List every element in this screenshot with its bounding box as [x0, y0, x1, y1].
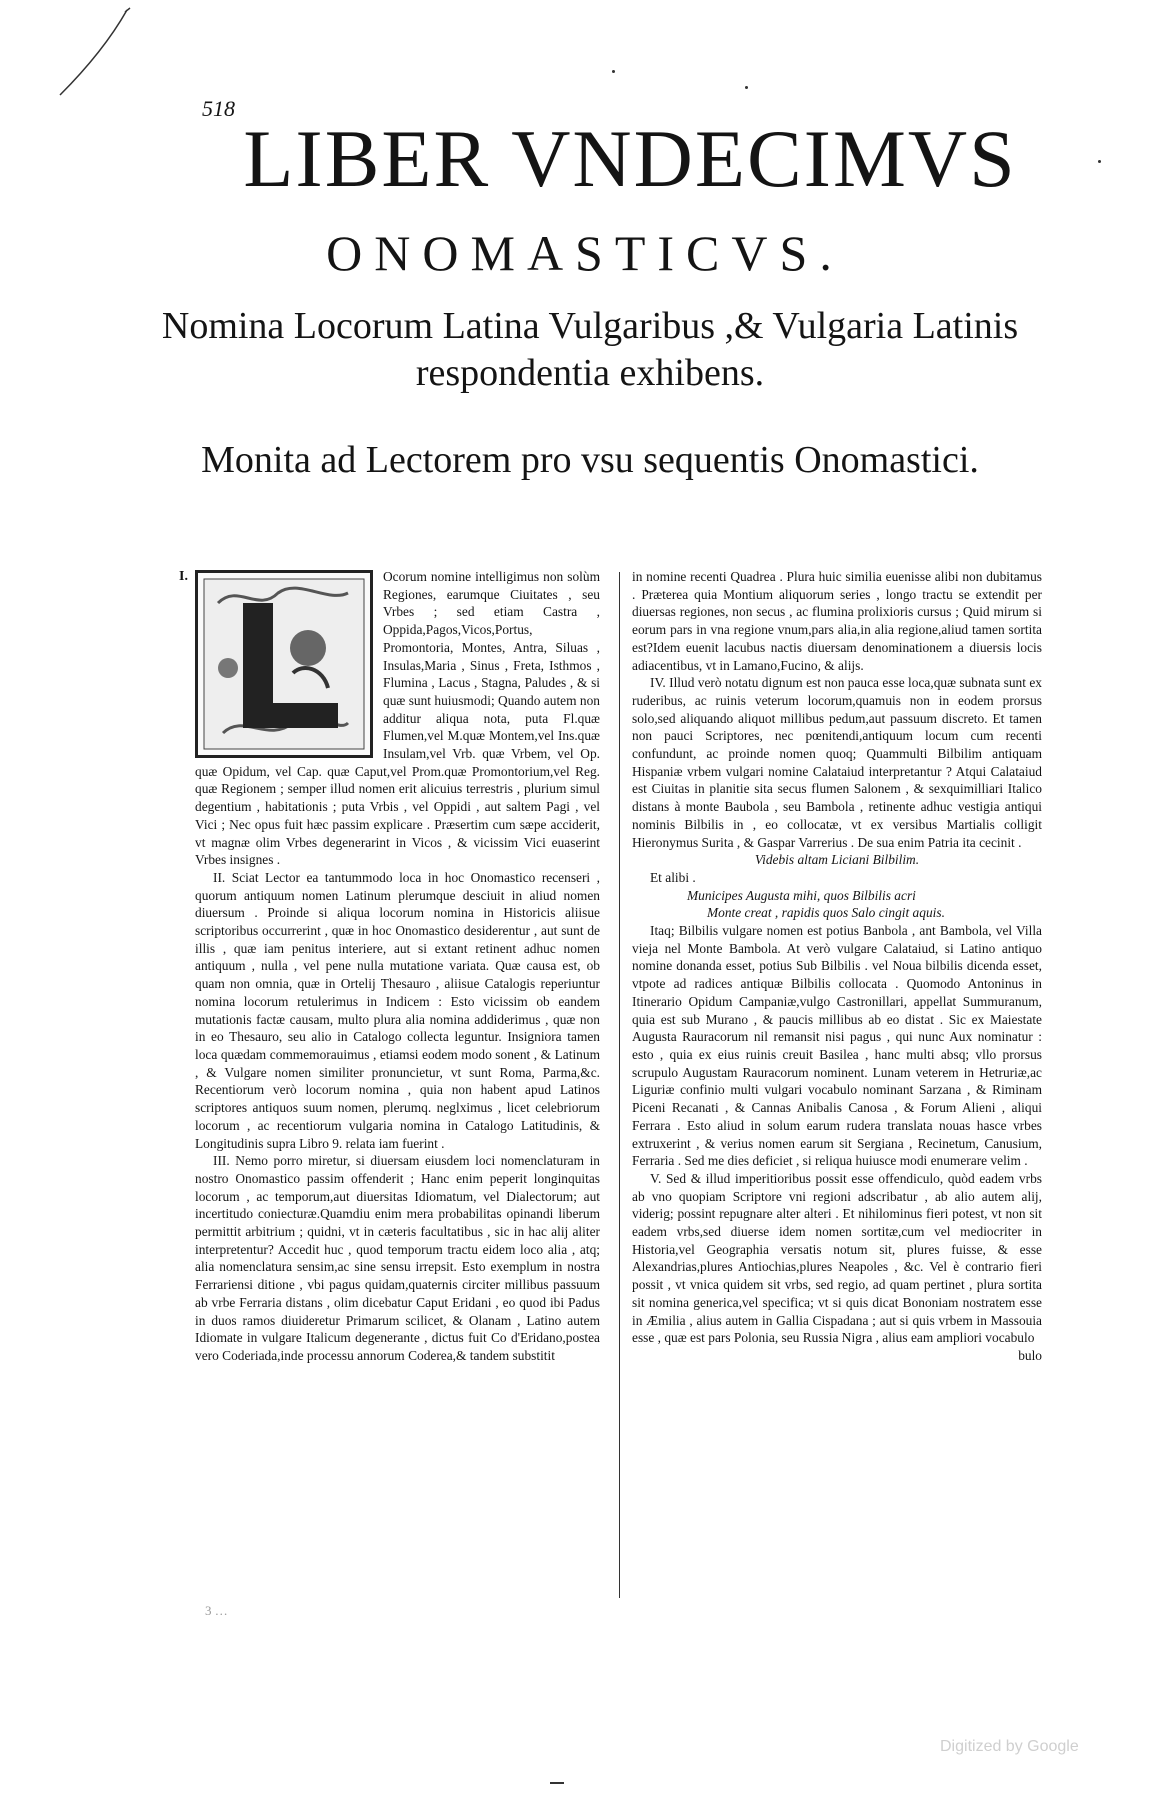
bottom-mark	[550, 1782, 564, 1784]
speck	[745, 86, 748, 89]
paragraph: Ocorum nomine intelligimus non solùm Regiones, earumque Ciuitates , seu Vrbes ; sed etiam Castra , Oppida,Pagos,Vicos,Portus, Promontoria, Montes, Antra, Siluas , Insulas,Maria , Sinus , Freta, Isthmos , Flumina , Lacus , Stagna, Paludes , & si quæ sunt huiusmodi; Quando autem non additur aliqua nota, puta Fl.quæ Flumen,vel M.quæ Montem,vel Ins.quæ Insulam,vel Vrb. quæ Vrbem, vel Op. quæ Opidum, vel Cap. quæ Caput,vel Prom.quæ Promontorium,vel Reg. quæ Regionem ; semper illud nomen erit alicuius terrestris , plurium simul degentium , habitationis ; puta Vrbis , vel Oppidi , aut saltem Pagi , vel Vici ; Nec opus fuit hæc passim explicare . Præsertim cum sæpe acciderit, vt magnæ olim Vrbes degenerarint in Vicos , & vicissim Vici euaserint Vrbes insignes .	[195, 569, 600, 868]
paragraph: in nomine recenti Quadrea . Plura huic similia euenisse alibi non dubitamus . Præterea quia Montium aliquorum series , longo tractu se extendit per diuersas regiones, non secus , ac flumina prolixioris cursus ; Quid mirum si eorum pars in vna regione vnum,pars alia,in alia regione,aliud tamen sortita est?Idem euenit lacubus nactis diuersam denominationem a diuersis locis adiacentibus, vt in Lamano,Fucino, & alijs.	[632, 569, 1042, 673]
right-column	[632, 568, 1042, 1365]
left-column	[179, 568, 600, 1365]
paragraph: V. Sed & illud imperitioribus possit esse offendiculo, quòd eadem vrbs ab vno quopiam Scriptore vni regioni adscribatur , ab alio autem alij, viderig; possint repugnare alter alteri . Et nihilominus fieri potest, vt non sit eadem vrbs,sed diuerse idem nomen sortitæ,cum vel mediocriter in Historia,vel Geographia versatis notum sit, plures fuisse, & esse Alexandrias,plures Antiochias,plures Neapoles , &c. Vel è contrario fieri possit , vt vnica quidem sit vrbs, sed regio, ad quam pertinet , plura sortita sit nomina generica,vel specifica; vt si quis dicat Bononiam nostratem esse in Æmilia , alius autem in Gallia Cispadana ; aut si quis vrbem in Massouia esse , quæ est pars Polonia, seu Russia Nigra , alius eam ampliori vocabulo	[632, 1170, 1042, 1346]
verse-quote: Municipes Augusta mihi, quos Bilbilis acri	[687, 887, 916, 903]
paragraph: Itaq; Bilbilis vulgare nomen est potius Banbola , ant Bambola, vel Villa vieja nel Monte Bambola. At verò vulgare Calataiud, si Latino antiquo nomine donanda esset, potius Sub Bilbilis . vel Noua bilbilis dicenda esset, vtpote ad radices antiquæ Bilbilis collocata . Quomodo Antoninus in Itinerario Opidum Campaniæ,vulgo Castronillari, appellat Summuranum, quia est sub Murano , & paucis millibus ab eo distat . Sic ex Maiestate Augusta Rauracorum nil remansit nisi pagus , qui nunc Aux nominatur : esto , quia ex eius ruinis creuit Basilea , hanc multi absq; vllo prorsus scrupulo Augustam Rauracorum nominent. Lunam veterem in Hetruriæ,ac Liguriæ confinio multi vulgari vocabulo nominant Sarzana , & Riminam Piceni Recanati , & Cannas Anibalis Canosa , & Forum Alieni , aliqui Ferrara . Esto aliud in solum earum rudera translata nouas hasce vrbes extruxerint , & verius nomen earum sit Sergiana , Recinetum, Canusium, Ferraria . Sed me dies deficiet , si reliqua huiusce modi enumerare velim .	[632, 923, 1042, 1169]
monita-heading: Monita ad Lectorem pro vsu sequentis Onomastici.	[201, 439, 979, 481]
column-divider	[619, 572, 620, 1598]
ink-stroke-mark	[55, 0, 165, 110]
paragraph: III. Nemo porro miretur, si diuersam eiusdem loci nomenclaturam in nostro Onomastico passim offenderit ; Hanc enim peperit longinquitas locorum , ac temporum,aut diuersitas Idiomatum, vel Dialectorum; aut incertitudo coniecturæ.Quamdiu enim mera probabilitas opinandi liberum permittit arbitrium ; quidni, vt in cæteris facultatibus , sic in hac alij aliter interpretentur? Accedit huc , quod temporum tractu eidem loco alia , atq; alia nomenclatura sensim,ac sine sensu irrepsit. Esto exemplum in nostra Ferrariensi ditione , vbi pagus quidam,quaternis circiter millibus passuum ab vrbe Ferraria distans , olim dicebatur Caput Eridani , eo quod ibi Padus in duos ramos diuideretur Primarum scilicet, & Olanam , Latino autem Idiomate in vulgare Italicum degenerante , dictus fuit Co d'Eridano,postea vero Coderiada,inde processu annorum Coderea,& tandem substitit	[195, 1153, 600, 1363]
page-number: 518	[202, 96, 235, 121]
verse-quote: Videbis altam Liciani Bilbilim.	[754, 852, 920, 868]
decorated-initial-l-icon	[195, 570, 373, 758]
paragraph-marker: I.	[179, 569, 188, 584]
digitization-watermark: Digitized by Google	[940, 1738, 1079, 1755]
paragraph: II. Sciat Lector ea tantummodo loca in hoc Onomastico recenseri , quorum antiquum nomen Latinum plerumque desciuit in aliud nomen diuersum . Proinde si aliqua locorum nomina in Historicis aliisue scriptoribus occurrerint , quæ in hoc Onomastico desiderentur , aut sunt de illis , quæ iam penitus interiere, aut si extant retinent adhuc nomen antiquum , nulla , vel pene nulla mutatione variata. Quæ causa est, ob quam non omnia, quæ in Ortelij Thesauro , aliisue Catalogis reperiuntur nomina locorum retulerimus in Indicem : Esto vicissim ob eandem mutationis factæ causam, multo plura alia nomina addiderimus , quæ non in eo Thesauro, seu alio in Catalogo collecta leguntur. Insigniora tamen loca quædam commemorauimus , etiamsi eodem modo sonent , & Latinum , & Vulgare nomen similiter pronuncietur, vt sunt Roma, Parma,&c. Recentiorum verò locorum nomina , quia non habent apud Latinos scriptores antiquos suum nomen, plerumq. neglximus , licet celebriorum locorum , ac recentiorum vulgaria nomina in Catalogo Latitudinis, & Longitudinis supra Libro 9. relata iam fuerint .	[195, 869, 600, 1151]
footer-smudge: 3 …	[205, 1603, 228, 1618]
paragraph: IV. Illud verò notatu dignum est non pauca esse loca,quæ subnata sunt ex ruderibus, ac ruinis veterum locorum,quamuis non in eodem prorsus solo,sed aliquando aliquot millibus pedum,aut passuum discreto. Et tamen non pauci Scriptores, nec pœnitendi,antiquum locum cum recenti confundunt, ac proinde nomen quoq; Quammulti Bilbilim antiquam Hispaniæ vrbem vulgari nomine Calataiud interpretantur ? Atqui Calataiud est Ciuitas in planitie sita secus flumen Salonem , & sexquimilliari Italico distans à monte Baubola , seu Bambola , retinente adhuc vestigia antiqui nominis Bilbilis in , eo collocatæ, vt ex versibus Martialis colligit Hieronymus Surita , & Gaspar Varrerius . De sua enim Patria ita cecinit .	[632, 675, 1042, 850]
speck	[612, 70, 615, 73]
book-title: LIBER VNDECIMVS	[243, 113, 1017, 204]
speck	[1098, 160, 1101, 163]
verse-quote: Monte creat , rapidis quos Salo cingit aquis.	[707, 905, 945, 921]
paragraph: Et alibi .	[650, 869, 696, 885]
book-subtitle: ONOMASTICVS.	[326, 225, 844, 281]
catchword: bulo	[1018, 1347, 1042, 1363]
title-description: Nomina Locorum Latina Vulgaribus ,& Vulgaria Latinis respondentia exhibens.	[161, 305, 1019, 394]
